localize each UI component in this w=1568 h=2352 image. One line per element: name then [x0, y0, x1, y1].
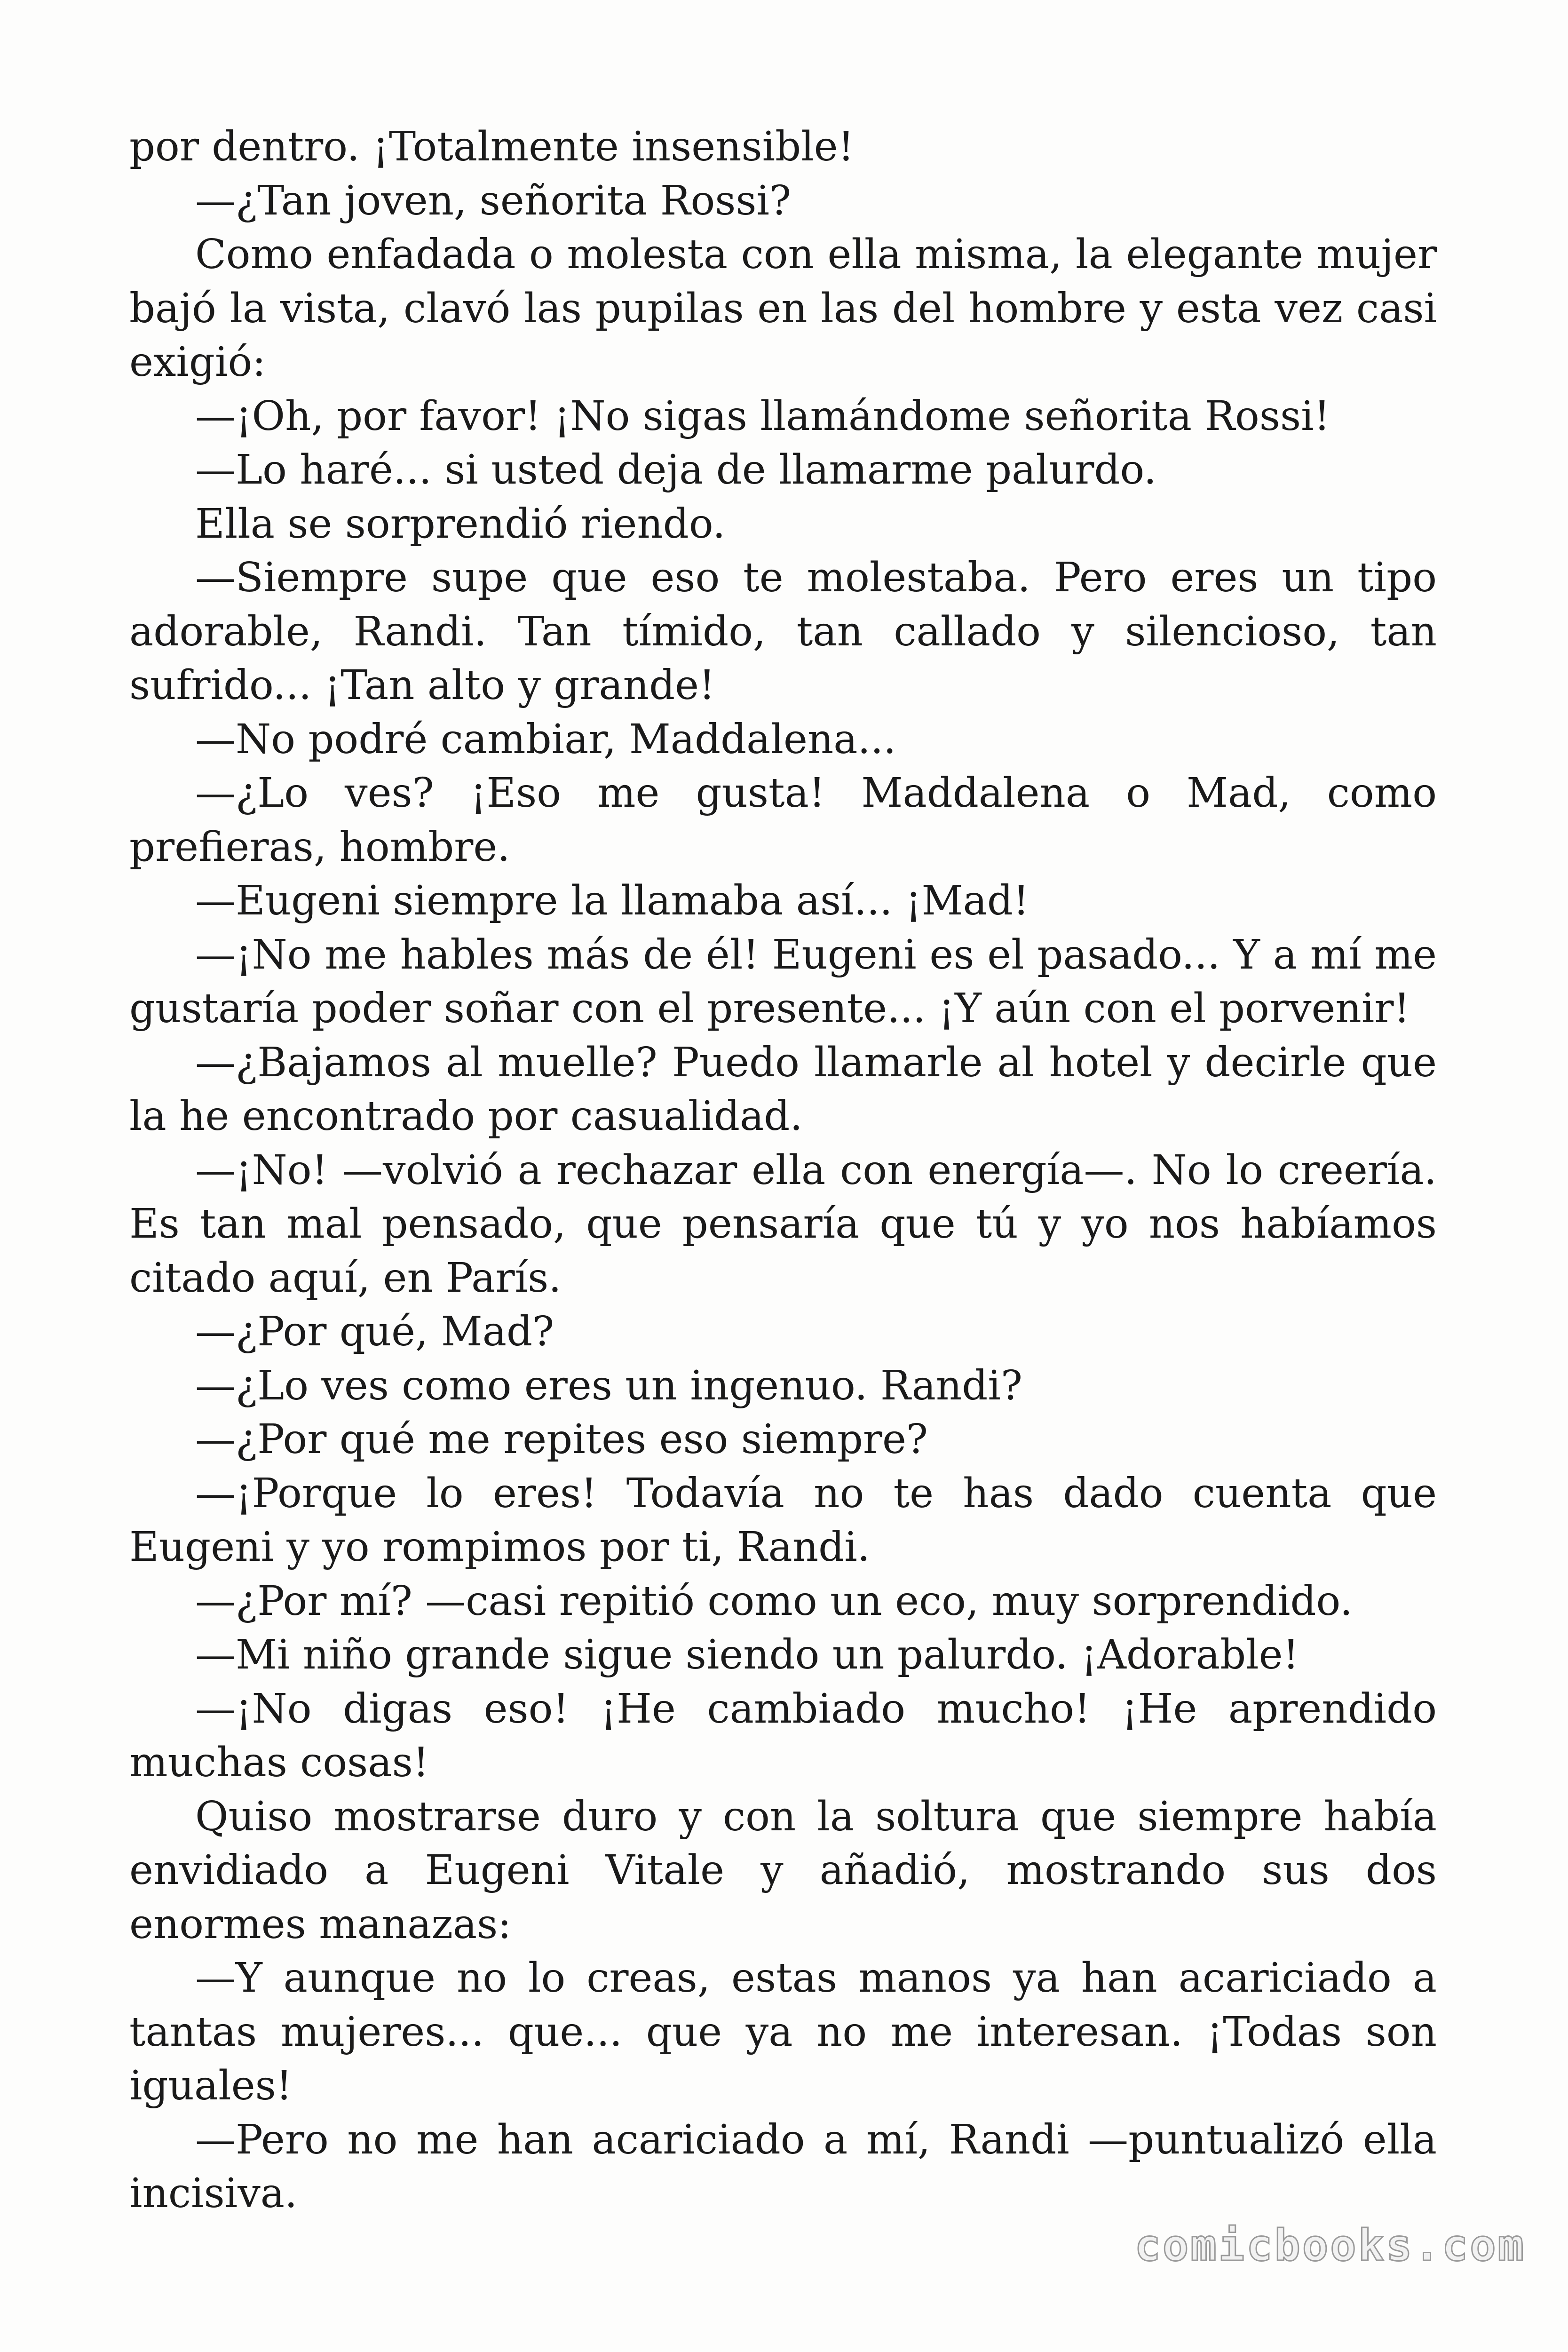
paragraph: —¿Lo ves como eres un ingenuo. Randi? [195, 1362, 1022, 1409]
text-column [129, 120, 1437, 2221]
paragraph: por dentro. ¡Totalmente insensible! [129, 123, 855, 170]
paragraph: —Pero no me han acariciado a mí, Randi —puntualizó ella incisiva. [129, 2116, 1437, 2217]
watermark: comicbooks.com [1134, 2220, 1526, 2271]
paragraph: —Eugeni siempre la llamaba así... ¡Mad! [195, 877, 1029, 924]
paragraph: —¡No! —volvió a rechazar ella con energía—. No lo creería. Es tan mal pensado, que pensaría que tú y yo nos habíamos citado aquí, en París. [129, 1146, 1437, 1302]
paragraph: —Lo haré... si usted deja de llamarme palurdo. [195, 446, 1157, 493]
paragraph: —¡Porque lo eres! Todavía no te has dado cuenta que Eugeni y yo rompimos por ti, Randi. [129, 1470, 1437, 1571]
paragraph: Ella se sorprendió riendo. [195, 500, 726, 548]
paragraph: —¿Por qué me repites eso siempre? [195, 1416, 928, 1463]
paragraph: Como enfadada o molesta con ella misma, la elegante mujer bajó la vista, clavó las pupilas en las del hombre y esta vez casi exigió: [129, 231, 1437, 386]
paragraph: —¿Por qué, Mad? [195, 1308, 554, 1355]
paragraph: —Y aunque no lo creas, estas manos ya han acariciado a tantas mujeres... que... que ya no me interesan. ¡Todas son iguales! [129, 1955, 1437, 2109]
paragraph: —¡No me hables más de él! Eugeni es el pasado... Y a mí me gustaría poder soñar con el presente... ¡Y aún con el porvenir! [129, 931, 1437, 1032]
paragraph: —¿Lo ves? ¡Eso me gusta! Maddalena o Mad, como prefieras, hombre. [129, 770, 1437, 871]
paragraph: —¡Oh, por favor! ¡No sigas llamándome señorita Rossi! [195, 392, 1330, 440]
paragraph: —¡No digas eso! ¡He cambiado mucho! ¡He aprendido muchas cosas! [129, 1685, 1437, 1786]
paragraph: —Siempre supe que eso te molestaba. Pero eres un tipo adorable, Randi. Tan tímido, tan callado y silencioso, tan sufrido... ¡Tan alto y grande! [129, 554, 1437, 709]
paragraph: —No podré cambiar, Maddalena... [195, 715, 896, 763]
paragraph: —Mi niño grande sigue siendo un palurdo. ¡Adorable! [195, 1631, 1299, 1678]
paragraph: —¿Por mí? —casi repitió como un eco, muy sorprendido. [195, 1577, 1353, 1625]
paragraph: —¿Tan joven, señorita Rossi? [195, 177, 792, 224]
paragraph: —¿Bajamos al muelle? Puedo llamarle al hotel y decirle que la he encontrado por casualidad. [129, 1039, 1437, 1140]
paragraph: Quiso mostrarse duro y con la soltura que siempre había envidiado a Eugeni Vitale y añadió, mostrando sus dos enormes manazas: [129, 1793, 1437, 1948]
